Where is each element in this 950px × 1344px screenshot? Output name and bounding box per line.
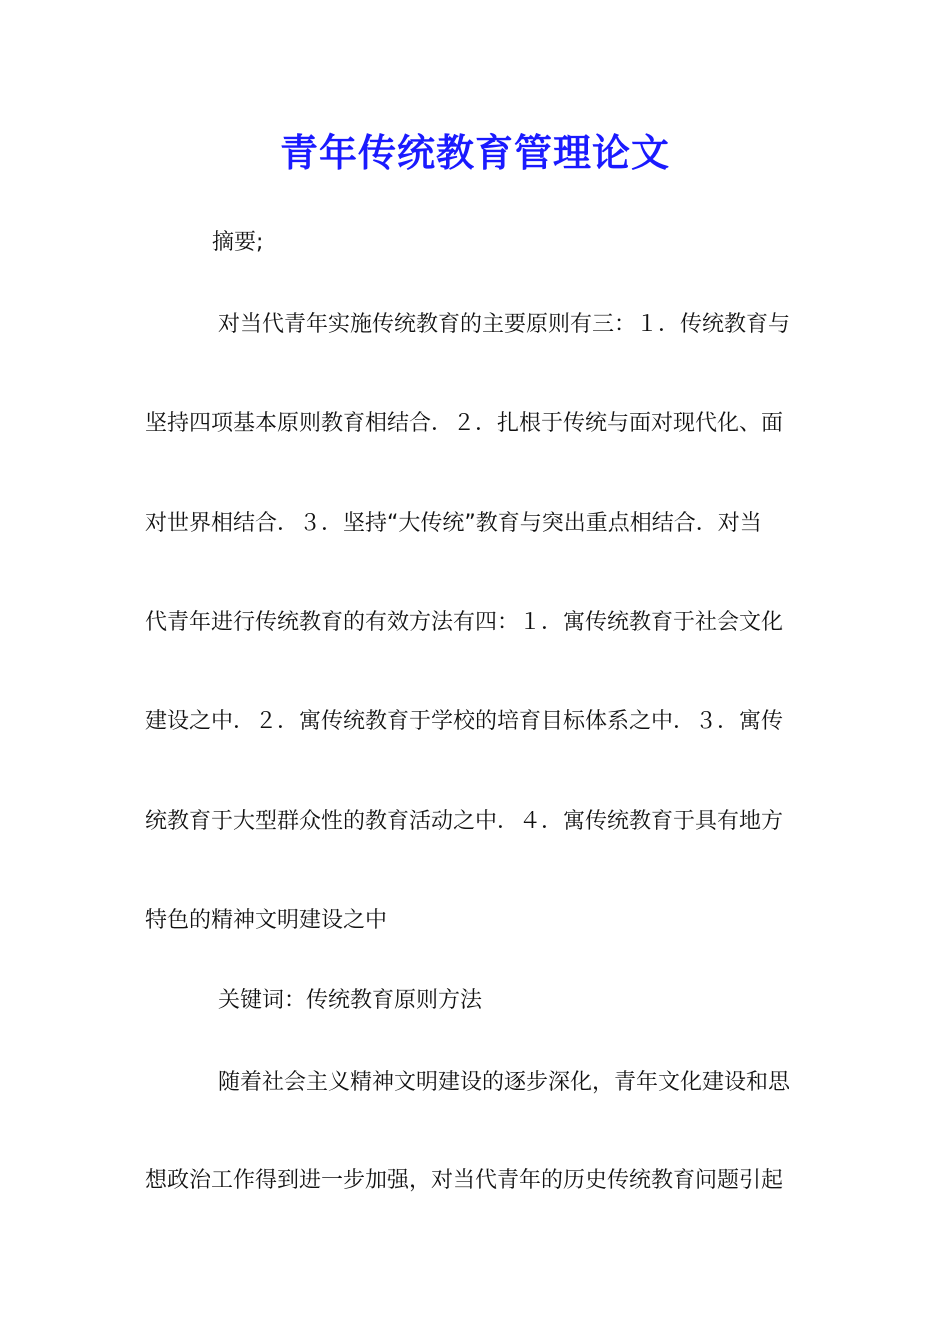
abstract-line: 特色的精神文明建设之中 [145, 908, 388, 933]
keywords-line: 关键词：传统教育原则方法 [218, 988, 483, 1013]
body-line: 随着社会主义精神文明建设的逐步深化，青年文化建设和思 [218, 1070, 791, 1095]
abstract-line: 建设之中．２．寓传统教育于学校的培育目标体系之中．３．寓传 [145, 709, 784, 734]
abstract-line: 对世界相结合．３．坚持“大传统”教育与突出重点相结合．对当 [145, 511, 762, 536]
document-title: 青年传统教育管理论文 [279, 130, 670, 175]
abstract-line: 统教育于大型群众性的教育活动之中．４．寓传统教育于具有地方 [145, 809, 784, 834]
body-line: 想政治工作得到进一步加强，对当代青年的历史传统教育问题引起 [145, 1168, 784, 1193]
abstract-line: 对当代青年实施传统教育的主要原则有三：１．传统教育与 [218, 312, 791, 337]
abstract-label: 摘要; [212, 230, 264, 255]
abstract-line: 代青年进行传统教育的有效方法有四：１．寓传统教育于社会文化 [145, 610, 784, 635]
abstract-line: 坚持四项基本原则教育相结合．２．扎根于传统与面对现代化、面 [145, 411, 784, 436]
